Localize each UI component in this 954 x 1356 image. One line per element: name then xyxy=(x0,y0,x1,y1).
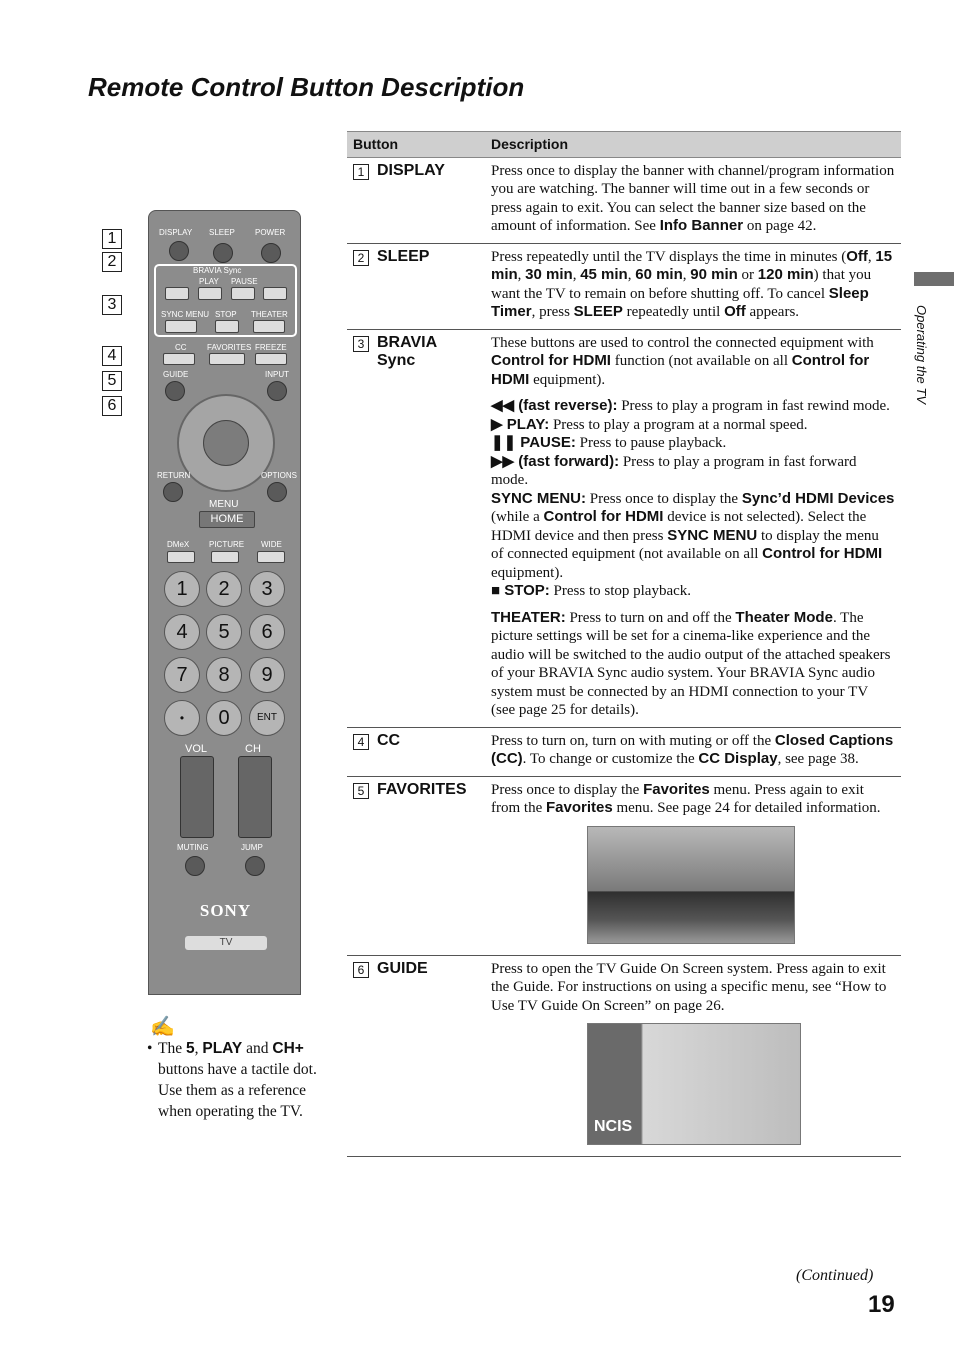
table-row xyxy=(347,955,901,1157)
remote-label-input: INPUT xyxy=(265,370,289,379)
remote-key-8: 8 xyxy=(206,657,242,693)
table-row xyxy=(347,727,901,776)
guide-program-logo: NCIS xyxy=(594,1117,633,1135)
page-title: Remote Control Button Description xyxy=(88,72,525,102)
remote-label-play: PLAY xyxy=(199,277,219,286)
remote-label-jump: JUMP xyxy=(241,843,263,852)
remote-label-options: OPTIONS xyxy=(261,471,298,480)
row-button-name: FAVORITES xyxy=(377,780,467,798)
remote-key-6: 6 xyxy=(249,614,285,650)
row-button-name: GUIDE xyxy=(377,959,428,977)
remote-return-button xyxy=(163,482,183,502)
row-number: 5 xyxy=(353,783,369,799)
remote-label-sync-menu: SYNC MENU xyxy=(161,310,210,319)
tv-guide-screenshot xyxy=(587,1023,801,1145)
remote-label-cc: CC xyxy=(175,343,187,352)
row-number: 6 xyxy=(353,962,369,978)
row-number: 3 xyxy=(353,336,369,352)
row-number: 2 xyxy=(353,250,369,266)
remote-tv-label: TV xyxy=(185,936,267,950)
note-text: The 5, PLAY and CH+ buttons have a tactile dot. Use them as a reference when operating the TV. xyxy=(158,1040,317,1120)
remote-channel-rocker xyxy=(238,756,272,838)
remote-key-9: 9 xyxy=(249,657,285,693)
remote-key-7: 7 xyxy=(164,657,200,693)
remote-home-button: HOME xyxy=(199,511,255,528)
row-button-name: SLEEP xyxy=(377,247,430,265)
row-number: 1 xyxy=(353,164,369,180)
button-description-table xyxy=(347,131,901,1157)
continued-label: (Continued) xyxy=(796,1267,874,1284)
remote-cc-button xyxy=(163,353,195,365)
remote-label-vol: VOL xyxy=(185,743,208,755)
row-description: Press repeatedly until the TV displays the time in minutes (Off, 15 min, 30 min, 45 min, 60 min, 90 min or 120 min) that you want the TV to remain on before shutting off. To cancel Sleep Timer, press SLEEP repeatedly until Off appears. xyxy=(485,243,901,329)
remote-picture-button xyxy=(211,551,239,563)
remote-label-picture: PICTURE xyxy=(209,540,245,549)
remote-key-1: 1 xyxy=(164,571,200,607)
remote-freeze-button xyxy=(255,353,287,365)
section-tab-marker xyxy=(914,272,954,286)
callout-3: 3 xyxy=(102,295,122,315)
remote-key-2: 2 xyxy=(206,571,242,607)
remote-key-5: 5 xyxy=(206,614,242,650)
remote-sleep-button xyxy=(213,243,233,263)
remote-label-ch: CH xyxy=(245,743,261,755)
remote-key-0: 0 xyxy=(206,700,242,736)
remote-label-freeze: FREEZE xyxy=(255,343,287,352)
remote-label-return: RETURN xyxy=(157,471,191,480)
remote-label-power: POWER xyxy=(255,228,286,237)
remote-power-button xyxy=(261,243,281,263)
row-description: Press once to display the banner with channel/program information you are watching. The banner will time out in a few seconds or press again to exit. You can select the banner size based on the amount of information. See Info Banner on page 42. xyxy=(485,157,901,243)
row-button-name: DISPLAY xyxy=(377,161,445,179)
remote-label-sleep: SLEEP xyxy=(209,228,235,237)
remote-display-button xyxy=(169,241,189,261)
note-pencil-icon: ✍ xyxy=(150,1016,175,1038)
remote-label-display: DISPLAY xyxy=(159,228,193,237)
remote-key-ent: ENT xyxy=(249,700,285,736)
remote-label-favorites: FAVORITES xyxy=(207,343,252,352)
remote-options-button xyxy=(267,482,287,502)
bravia-sync-highlight xyxy=(154,264,297,337)
table-row xyxy=(347,243,901,329)
remote-label-menu: MENU xyxy=(209,499,239,510)
remote-key-dot: • xyxy=(164,700,200,736)
section-side-label: Operating the TV xyxy=(914,305,929,404)
row-button-name: CC xyxy=(377,731,401,749)
row-description: Press to open the TV Guide On Screen system. Press again to exit the Guide. For instructions on using a specific menu, see “How to Use TV Guide On Screen” on page 26. NCIS xyxy=(485,955,901,1157)
note-bullet: • xyxy=(147,1040,153,1057)
table-row xyxy=(347,776,901,955)
header-description: Description xyxy=(485,132,901,158)
remote-label-theater: THEATER xyxy=(251,310,288,319)
remote-brand-logo: SONY xyxy=(199,901,252,920)
row-button-name: BRAVIA Sync xyxy=(377,333,437,369)
table-row xyxy=(347,157,901,243)
remote-label-stop: STOP xyxy=(215,310,237,319)
remote-key-4: 4 xyxy=(164,614,200,650)
remote-favorites-button xyxy=(209,353,245,365)
callout-1: 1 xyxy=(102,229,122,249)
row-number: 4 xyxy=(353,734,369,750)
remote-key-3: 3 xyxy=(249,571,285,607)
row-description: These buttons are used to control the connected equipment with Control for HDMI function (not available on all Control for HDMI equipment). ◀◀ (fast reverse): Press to play a program in fast rewind mode. ▶ PLAY: Press to play a program at a normal speed. ❚❚ PAUSE: Press to pause playback. ▶▶ (fast forward): Press to play a program in fast forward mode. SYNC MENU: Press once to display the Sync’d HDMI Devices (while a Control for HDMI device is not selected). Select the HDMI device and then press SYNC MENU to display the menu of connected equipment (not available on all Control for HDMI equipment). ■ STOP: Press to stop playback. THEATER: Press to turn on and off the Theater Mode. The picture settings will be set for a cinema-like experience and the audio will be switched to the audio output of the attached speakers of your BRAVIA Sync audio system. Your BRAVIA Sync audio system must be connected by an HDMI connection to your TV (see page 25 for details). xyxy=(485,329,901,727)
callout-2: 2 xyxy=(102,252,122,272)
remote-ok-button xyxy=(203,420,249,466)
header-button: Button xyxy=(347,132,485,158)
remote-label-wide: WIDE xyxy=(261,540,282,549)
remote-label-guide: GUIDE xyxy=(163,370,189,379)
callout-5: 5 xyxy=(102,371,122,391)
callout-4: 4 xyxy=(102,346,122,366)
remote-guide-button xyxy=(165,381,185,401)
remote-label-muting: MUTING xyxy=(177,843,209,852)
tactile-dot-note xyxy=(147,1038,327,1122)
callout-6: 6 xyxy=(102,396,122,416)
page-number: 19 xyxy=(868,1291,895,1318)
row-description: Press to turn on, turn on with muting or off the Closed Captions (CC). To change or customize the CC Display, see page 38. xyxy=(485,727,901,776)
remote-volume-rocker xyxy=(180,756,214,838)
remote-label-dmex: DMeX xyxy=(167,540,190,549)
remote-label-pause: PAUSE xyxy=(231,277,258,286)
remote-jump-button xyxy=(245,856,265,876)
remote-input-button xyxy=(267,381,287,401)
remote-dmex-button xyxy=(167,551,195,563)
remote-label-bravia-sync: BRAVIA Sync xyxy=(193,266,242,275)
row-description: Press once to display the Favorites menu. Press again to exit from the Favorites menu. See page 24 for detailed information. xyxy=(485,776,901,955)
table-row xyxy=(347,329,901,727)
remote-muting-button xyxy=(185,856,205,876)
remote-wide-button xyxy=(257,551,285,563)
favorites-menu-screenshot xyxy=(587,826,795,944)
